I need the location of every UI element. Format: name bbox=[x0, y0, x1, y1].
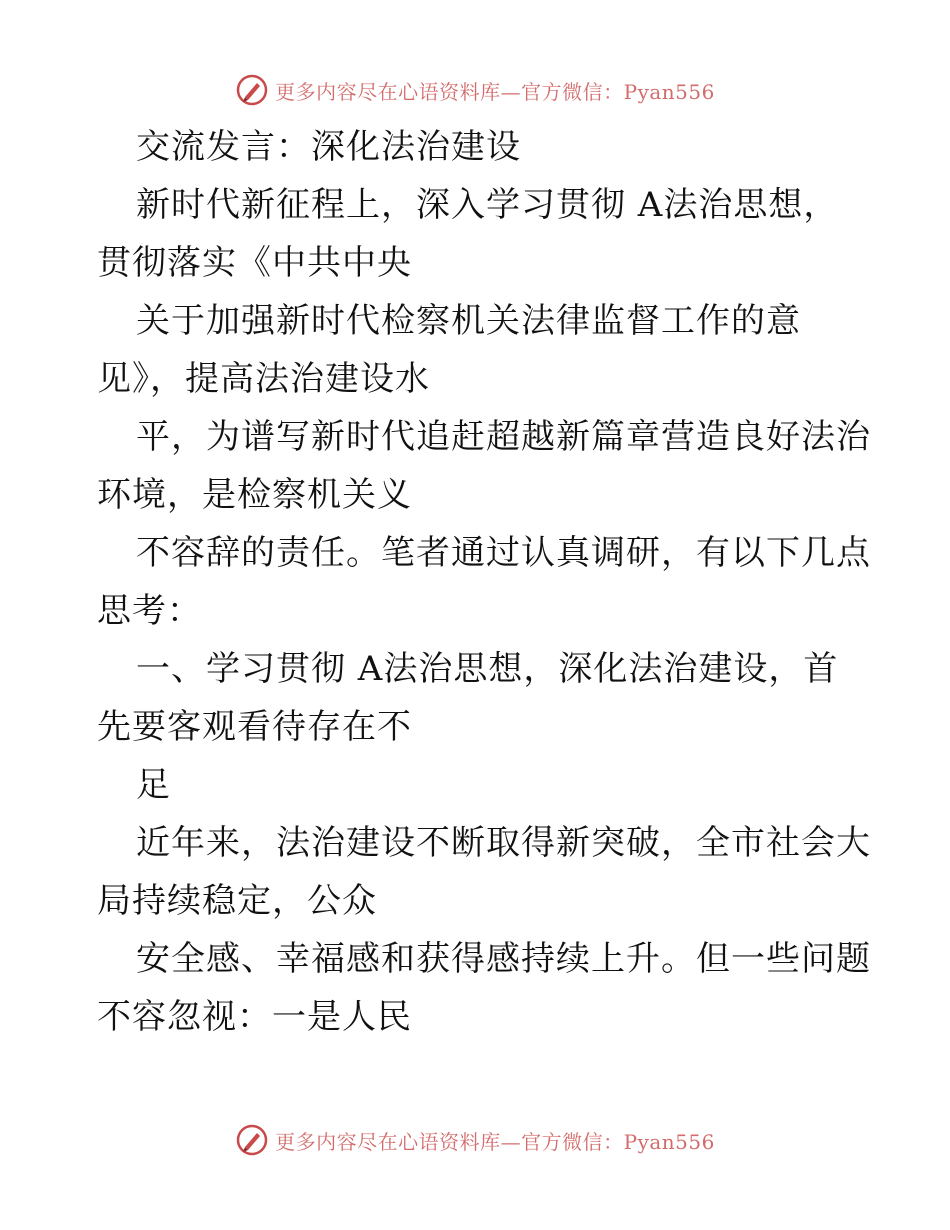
section-heading-cont: 足 bbox=[136, 765, 171, 805]
watermark-text: 更多内容尽在心语资料库—官方微信：Pyan556 bbox=[275, 1129, 715, 1154]
pen-logo-icon bbox=[235, 73, 269, 107]
text-line: 平，为谱写新时代追赶超越新篇章营造良好法治 bbox=[136, 417, 871, 457]
text-line: 见》，提高法治建设水 bbox=[97, 359, 430, 399]
pen-logo-icon bbox=[235, 1123, 269, 1157]
document-title: 交流发言：深化法治建设 bbox=[136, 127, 521, 167]
text-line: 思考： bbox=[97, 591, 202, 631]
text-line: 局持续稳定，公众 bbox=[97, 881, 377, 921]
watermark-text: 更多内容尽在心语资料库—官方微信：Pyan556 bbox=[275, 79, 715, 104]
header-watermark bbox=[0, 70, 950, 110]
text-line: 贯彻落实《中共中央 bbox=[97, 243, 412, 283]
text-line: 关于加强新时代检察机关法律监督工作的意 bbox=[136, 301, 801, 341]
text-line: 新时代新征程上，深入学习贯彻 A法治思想， bbox=[136, 185, 839, 225]
text-line: 环境，是检察机关义 bbox=[97, 475, 412, 515]
section-heading: 一、学习贯彻 A法治思想，深化法治建设，首 bbox=[136, 649, 839, 689]
footer-watermark bbox=[0, 1120, 950, 1160]
text-line: 安全感、幸福感和获得感持续上升。但一些问题 bbox=[136, 939, 871, 979]
text-line: 不容辞的责任。笔者通过认真调研，有以下几点 bbox=[136, 533, 871, 573]
text-line: 近年来，法治建设不断取得新突破，全市社会大 bbox=[136, 823, 871, 863]
section-heading-cont: 先要客观看待存在不 bbox=[97, 707, 412, 747]
text-line: 不容忽视：一是人民 bbox=[97, 997, 412, 1037]
